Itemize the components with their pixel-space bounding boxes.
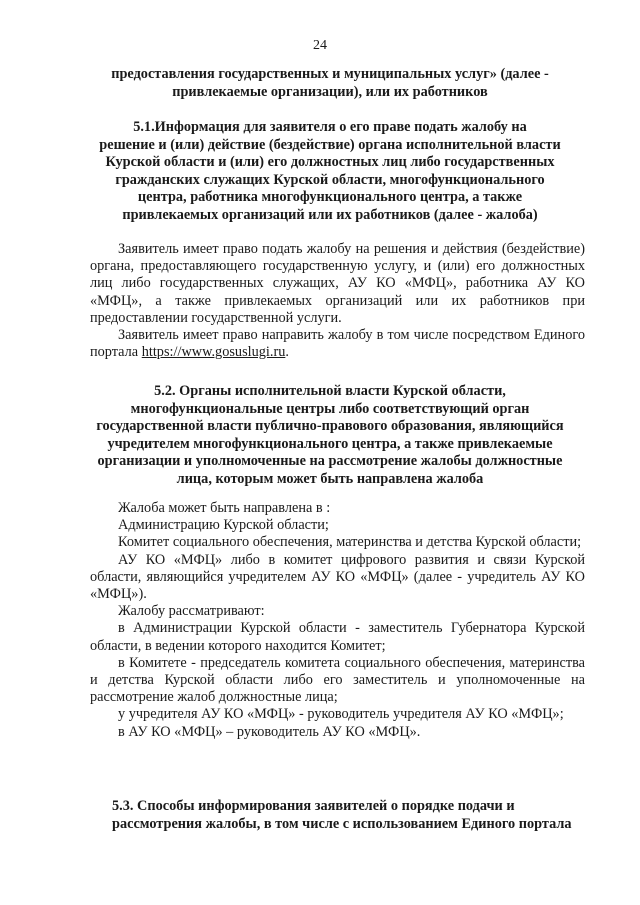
list-item: Комитет социального обеспечения, материнства и детства Курской области;: [118, 534, 582, 551]
section-5-3-heading: [112, 798, 582, 833]
paragraph-end: .: [285, 344, 289, 361]
list-item: АУ КО «МФЦ» либо в комитет цифрового развития и связи Курской области, являющийся учредителем АУ КО «МФЦ» (далее - учредитель АУ КО «МФЦ»).: [90, 551, 585, 603]
section-heading-line: решение и (или) действие (бездействие) органа исполнительной власти: [99, 136, 561, 153]
list-item: в Администрации Курской области - заместитель Губернатора Курской области, в ведении которого находится Комитет;: [90, 620, 585, 654]
list-item: в Комитете - председатель комитета социального обеспечения, материнства и детства Курской области либо его заместитель и уполномоченные на рассмотрение жалоб должностные лица;: [90, 654, 585, 706]
list-item: у учредителя АУ КО «МФЦ» - руководитель учредителя АУ КО «МФЦ»;: [118, 706, 564, 723]
list-item: Жалоба может быть направлена в :: [118, 500, 331, 516]
section-heading-line: государственной власти публично-правового образования, являющийся: [96, 418, 564, 435]
section-heading-line: учредителем многофункционального центра, а также привлекаемые: [107, 435, 553, 452]
section-heading-line: гражданских служащих Курской области, многофункционального: [115, 171, 545, 188]
page-number: 24: [313, 38, 327, 53]
section-heading-line: рассмотрения жалобы, в том числе с использованием Единого портала: [112, 815, 572, 832]
list-item: в АУ КО «МФЦ» – руководитель АУ КО «МФЦ».: [118, 723, 421, 740]
top-heading-line: привлекаемые организации), или их работников: [172, 83, 488, 100]
paragraph-text: Заявитель имеет право направить жалобу в том числе посредством Единого портала: [90, 327, 585, 361]
top-heading-line: предоставления государственных и муниципальных услуг» (далее -: [111, 66, 549, 82]
gosuslugi-link[interactable]: https://www.gosuslugi.ru: [141, 344, 286, 361]
section-heading-line: 5.2. Органы исполнительной власти Курской области,: [154, 383, 506, 399]
section-5-1-paragraph-2: [90, 327, 585, 361]
top-heading: [70, 66, 590, 101]
section-5-1-heading: [70, 119, 590, 225]
section-heading-line: многофункциональные центры либо соответствующий орган: [130, 400, 530, 417]
section-heading-line: лица, которым может быть направлена жалоба: [176, 470, 484, 487]
section-5-2-list: [90, 500, 585, 741]
section-heading-line: центра, работника многофункционального центра, а также: [137, 189, 523, 206]
section-heading-line: Курской области и (или) его должностных лиц либо государственных: [105, 154, 555, 171]
section-5-2-heading: [70, 383, 590, 489]
section-heading-line: организации и уполномоченные на рассмотрение жалобы должностные: [97, 453, 563, 470]
list-item: Администрацию Курской области;: [118, 517, 329, 534]
section-heading-line: 5.3. Способы информирования заявителей о порядке подачи и: [112, 798, 515, 814]
section-heading-line: 5.1.Информация для заявителя о его праве подать жалобу на: [133, 119, 527, 135]
section-5-1-paragraph-1: Заявитель имеет право подать жалобу на решения и действия (бездействие) органа, предоставляющего государственную услугу, и (или) его должностных лиц либо государственных служащих, АУ КО «МФЦ», работника АУ КО «МФЦ», а также привлекаемых организаций или их работников при предоставлении государственной услуги.: [90, 241, 585, 326]
list-item: Жалобу рассматривают:: [118, 603, 265, 620]
section-heading-line: привлекаемых организаций или их работников (далее - жалоба): [122, 206, 538, 223]
